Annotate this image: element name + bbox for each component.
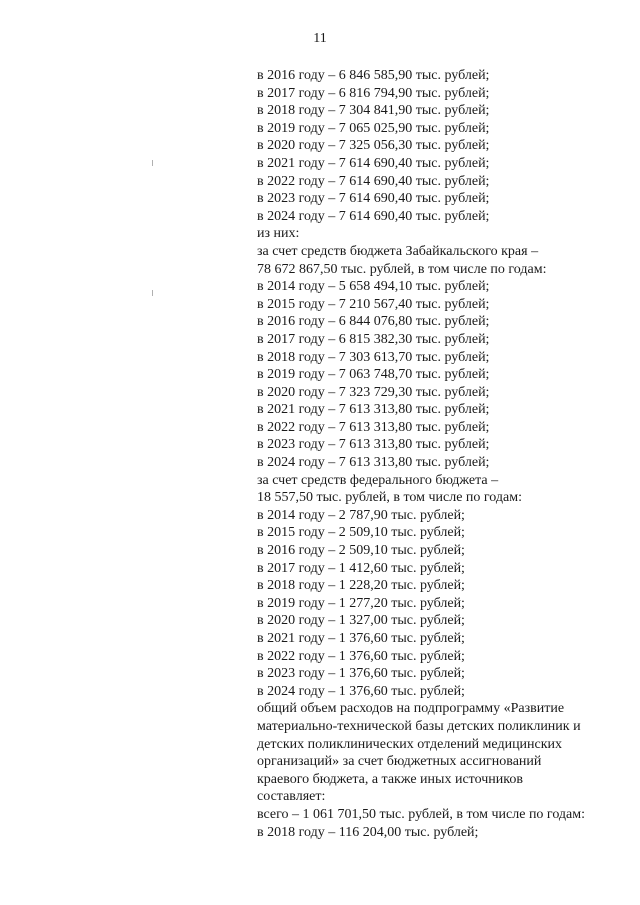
text-line: краевого бюджета, а также иных источников xyxy=(257,771,523,787)
text-line: в 2023 году – 1 376,60 тыс. рублей; xyxy=(257,666,465,682)
text-line: 18 557,50 тыс. рублей, в том числе по годам: xyxy=(257,490,522,506)
text-line: в 2015 году – 7 210 567,40 тыс. рублей; xyxy=(257,296,490,312)
text-line: в 2017 году – 6 816 794,90 тыс. рублей; xyxy=(257,85,490,101)
margin-mark xyxy=(152,290,153,296)
text-line: из них: xyxy=(257,226,300,242)
text-line: организаций» за счет бюджетных ассигнований xyxy=(257,754,542,770)
text-line: в 2019 году – 1 277,20 тыс. рублей; xyxy=(257,595,465,611)
document-body xyxy=(257,67,617,841)
text-line: общий объем расходов на подпрограмму «Развитие xyxy=(257,701,565,717)
text-line: в 2019 году – 7 065 025,90 тыс. рублей; xyxy=(257,120,490,136)
text-line: в 2016 году – 6 844 076,80 тыс. рублей; xyxy=(257,314,490,330)
text-line: в 2019 году – 7 063 748,70 тыс. рублей; xyxy=(257,367,490,383)
text-line: всего – 1 061 701,50 тыс. рублей, в том числе по годам: xyxy=(257,806,586,822)
text-line: детских поликлинических отделений медицинских xyxy=(257,736,563,752)
page-number: 11 xyxy=(313,31,327,46)
text-line: в 2020 году – 7 325 056,30 тыс. рублей; xyxy=(257,138,490,154)
text-line: в 2024 году – 1 376,60 тыс. рублей; xyxy=(257,683,465,699)
text-line: в 2018 году – 116 204,00 тыс. рублей; xyxy=(257,824,479,840)
text-line: в 2015 году – 2 509,10 тыс. рублей; xyxy=(257,525,465,541)
text-line: за счет средств бюджета Забайкальского края – xyxy=(257,243,539,259)
text-line: в 2022 году – 7 614 690,40 тыс. рублей; xyxy=(257,173,490,189)
text-line: в 2020 году – 7 323 729,30 тыс. рублей; xyxy=(257,384,490,400)
text-line: в 2014 году – 5 658 494,10 тыс. рублей; xyxy=(257,279,490,295)
text-line: в 2024 году – 7 614 690,40 тыс. рублей; xyxy=(257,208,490,224)
text-line: в 2022 году – 1 376,60 тыс. рублей; xyxy=(257,648,465,664)
margin-mark xyxy=(152,160,153,166)
text-line: в 2017 году – 1 412,60 тыс. рублей; xyxy=(257,560,465,576)
text-line: в 2016 году – 2 509,10 тыс. рублей; xyxy=(257,543,465,559)
text-line: в 2020 году – 1 327,00 тыс. рублей; xyxy=(257,613,465,629)
text-line: материально-технической базы детских поликлиник и xyxy=(257,718,581,734)
text-line: за счет средств федерального бюджета – xyxy=(257,472,499,488)
text-line: составляет: xyxy=(257,789,326,805)
text-line: в 2023 году – 7 613 313,80 тыс. рублей; xyxy=(257,437,490,453)
text-line: в 2016 году – 6 846 585,90 тыс. рублей; xyxy=(257,68,490,83)
text-line: в 2023 году – 7 614 690,40 тыс. рублей; xyxy=(257,191,490,207)
text-line: в 2018 году – 7 304 841,90 тыс. рублей; xyxy=(257,103,490,119)
text-line: 78 672 867,50 тыс. рублей, в том числе по годам: xyxy=(257,261,547,277)
text-line: в 2024 году – 7 613 313,80 тыс. рублей; xyxy=(257,455,490,471)
text-line: в 2021 году – 7 613 313,80 тыс. рублей; xyxy=(257,402,490,418)
text-line: в 2022 году – 7 613 313,80 тыс. рублей; xyxy=(257,419,490,435)
text-line: в 2017 году – 6 815 382,30 тыс. рублей; xyxy=(257,331,490,347)
text-line: в 2018 году – 7 303 613,70 тыс. рублей; xyxy=(257,349,490,365)
text-line: в 2014 году – 2 787,90 тыс. рублей; xyxy=(257,507,465,523)
text-line: в 2021 году – 1 376,60 тыс. рублей; xyxy=(257,631,465,646)
text-line: в 2018 году – 1 228,20 тыс. рублей; xyxy=(257,578,465,594)
text-line: в 2021 году – 7 614 690,40 тыс. рублей; xyxy=(257,155,490,171)
